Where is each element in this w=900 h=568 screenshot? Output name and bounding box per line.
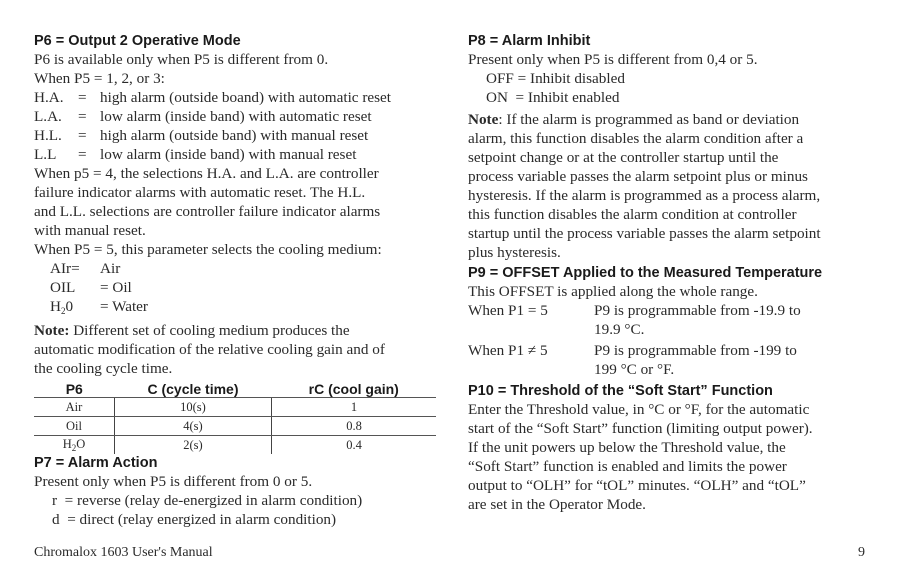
table-header: rC (cool gain) xyxy=(272,380,437,398)
table-header-row xyxy=(34,380,436,398)
p6-para-line: and L.L. selections are controller failure indicator alarms xyxy=(34,203,381,220)
p9-row-cont: 19.9 °C. xyxy=(594,321,645,338)
p6-note-line: the cooling cycle time. xyxy=(34,360,173,377)
left-column xyxy=(34,32,444,529)
p8-note-line: this function disables the alarm condition at controller xyxy=(468,206,797,223)
p8-note-line: startup until the process variable passes the alarm setpoint xyxy=(468,225,821,242)
table-cell: 0.4 xyxy=(346,437,362,452)
footer-manual-title: Chromalox 1603 User's Manual xyxy=(34,545,213,560)
table-row xyxy=(34,436,436,455)
p9-row: When P1 ≠ 5 P9 is programmable from -199 to xyxy=(468,342,797,359)
definition-row: L.A. = low alarm (inside band) with automatic reset xyxy=(34,108,372,125)
p9-row-cont: 199 °C or °F. xyxy=(594,361,675,378)
p6-note-line: automatic modification of the relative cooling gain and of xyxy=(34,341,385,358)
p6-line-p5-5: When P5 = 5, this parameter selects the cooling medium: xyxy=(34,241,382,258)
p10-line: output to “OLH” for “tOL” minutes. “OLH” and “tOL” xyxy=(468,477,806,494)
p10-line: If the unit powers up below the Threshold value, the xyxy=(468,439,786,456)
p8-note-line: process variable passes the alarm setpoint plus or minus xyxy=(468,168,808,185)
p6-para-line: failure indicator alarms with automatic reset. The H.L. xyxy=(34,184,366,201)
p10-line: are set in the Operator Mode. xyxy=(468,496,646,513)
p8-note-line: plus hysteresis. xyxy=(468,244,561,261)
p10-line: “Soft Start” function is enabled and limits the power xyxy=(468,458,787,475)
table-row xyxy=(34,417,436,436)
table-cell: 0.8 xyxy=(272,417,437,436)
table-cell: 10(s) xyxy=(115,398,272,417)
note-label: Note: xyxy=(34,322,70,339)
note-label: Note xyxy=(468,111,499,128)
p9-heading: P9 = OFFSET Applied to the Measured Temperature xyxy=(468,265,823,281)
definition-row: L.L = low alarm (inside band) with manual reset xyxy=(34,146,357,163)
p6-note-line: Note: Different set of cooling medium produces the xyxy=(34,322,350,339)
page-number: 9 xyxy=(858,545,865,560)
p10-line: Enter the Threshold value, in °C or °F, for the automatic xyxy=(468,401,810,418)
table-header: P6 xyxy=(34,380,115,398)
p6-line2: When P5 = 1, 2, or 3: xyxy=(34,70,165,87)
cooling-row: OIL = Oil xyxy=(50,279,132,296)
table-cell: 4(s) xyxy=(115,417,272,436)
p9-row: When P1 = 5 P9 is programmable from -19.9 to xyxy=(468,302,801,319)
table-cell: 2(s) xyxy=(115,436,272,455)
p8-option: ON = Inhibit enabled xyxy=(486,89,620,106)
p8-line1: Present only when P5 is different from 0,4 or 5. xyxy=(468,51,758,68)
p8-note-line: Note: If the alarm is programmed as band or deviation xyxy=(468,111,800,128)
p10-heading: P10 = Threshold of the “Soft Start” Function xyxy=(468,383,773,399)
table-row xyxy=(34,398,436,417)
p7-heading: P7 = Alarm Action xyxy=(34,455,158,471)
p8-note-line: hysteresis. If the alarm is programmed as a process alarm, xyxy=(468,187,821,204)
definition-row: H.L. = high alarm (outside band) with manual reset xyxy=(34,127,369,144)
p6-para-line: with manual reset. xyxy=(34,222,146,239)
table-header: C (cycle time) xyxy=(115,380,272,398)
p8-option: OFF = Inhibit disabled xyxy=(486,70,625,87)
table-cell: Oil xyxy=(34,417,115,436)
p8-heading: P8 = Alarm Inhibit xyxy=(468,33,591,49)
p7-line1: Present only when P5 is different from 0 or 5. xyxy=(34,473,313,490)
p6-para-line: When p5 = 4, the selections H.A. and L.A. are controller xyxy=(34,165,379,182)
cooling-table xyxy=(34,380,436,454)
p6-line1: P6 is available only when P5 is different from 0. xyxy=(34,51,329,68)
p8-note-line: setpoint change or at the controller startup until the xyxy=(468,149,779,166)
table-cell: 1 xyxy=(272,398,437,417)
cooling-row: AIr= Air xyxy=(50,260,121,277)
table-cell: Air xyxy=(34,398,115,417)
p7-option: r = reverse (relay de-energized in alarm condition) xyxy=(52,492,363,509)
p9-line1: This OFFSET is applied along the whole range. xyxy=(468,283,758,300)
p7-option: d = direct (relay energized in alarm condition) xyxy=(52,511,337,528)
cooling-row: $H_20$ = Water xyxy=(50,298,148,316)
table-cell: $H_2O$ xyxy=(34,436,115,455)
p6-heading: P6 = Output 2 Operative Mode xyxy=(34,33,241,49)
right-column xyxy=(468,32,878,514)
p10-line: start of the “Soft Start” function (limiting output power). xyxy=(468,420,813,437)
definition-row: H.A. = high alarm (outside boand) with automatic reset xyxy=(34,89,392,106)
p8-note-line: alarm, this function disables the alarm condition after a xyxy=(468,130,804,147)
